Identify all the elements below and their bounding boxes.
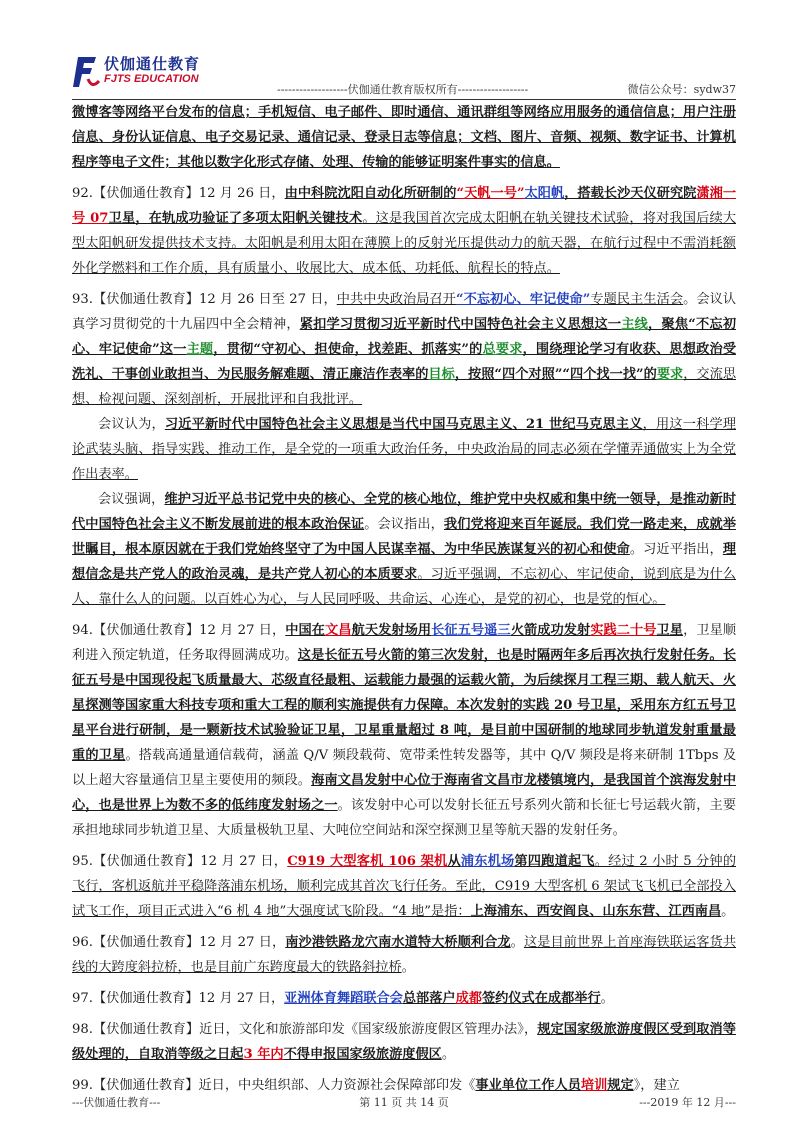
item-92: 92.【伏伽通仕教育】12 月 26 日，由中科院沈阳自动化所研制的“天帆一号”太阳帆，搭载长沙天仪研究院潇湘一号 07卫星，在轨成功验证了多项太阳帆关键技术。这是我国首次完成太阳帆在轨关键技术试验，将对我国后续大型太阳帆研发提供技术支持。太阳帆是利用太阳在薄膜上的反射光压提供动力的航天器，在航行过程中不需消耗额外化学燃料和工作介质，具有质量小、收展比大、成本低、功耗低、航程长的特点。 <box>72 186 737 276</box>
wechat-account: 微信公众号：sydw37 <box>627 83 736 96</box>
page-header <box>72 55 736 99</box>
item-97: 97.【伏伽通仕教育】12 月 27 日，亚洲体育舞蹈联合会总部落户成都签约仪式在成都举行。 <box>72 991 614 1006</box>
copyright-notice: -------------------伏伽通仕教育版权所有------------------- <box>277 83 529 96</box>
item-94: 94.【伏伽通仕教育】12 月 27 日，中国在文昌航天发射场用长征五号遥三火箭成功发射实践二十号卫星，卫星顺利进入预定轨道，任务取得圆满成功。这是长征五号火箭的第三次发射，也是时隔两年多后再次执行发射任务。长征五号是中国现役起飞质量最大、芯级直径最粗、运载能力最强的运载火箭，为后续探月工程三期、载人航天、火星探测等国家重大科技专项和重大工程的顺利实施提供有力保障。本次发射的实践 20 号卫星，采用东方红五号卫星平台进行研制，是一颗新技术试验验证卫星，卫星重量超过 8 吨，是目前中国研制的地球同步轨道发射重量最重的卫星。搭载高通量通信载荷，涵盖 Q/V 频段载荷、宽带柔性转发器等，其中 Q/V 频段是将来研制 1Tbps 及以上超大容量通信卫星主要使用的频段。海南文昌发射中心位于海南省文昌市龙楼镇境内，是我国首个滨海发射中心，也是世界上为数不多的低纬度发射场之一。该发射中心可以发射长征五号系列火箭和长征七号运载火箭，主要承担地球同步轨道卫星、大质量极轨卫星、大吨位空间站和深空探测卫星等航天器的发射任务。 <box>72 623 737 838</box>
document-body <box>72 100 736 1098</box>
logo-english-name: FJTS EDUCATION <box>104 73 199 85</box>
item-93-paragraph-2: 会议认为，习近平新时代中国特色社会主义思想是当代中国马克思主义、21 世纪马克思主义，用这一科学理论武装头脑、指导实践、推动工作，是全党的一项重大政治任务，中央政治局的同志必须在学懂弄通做实上为全党作出表率。 <box>72 417 737 482</box>
item-99: 99.【伏伽通仕教育】近日，中央组织部、人力资源社会保障部印发《事业单位工作人员培训规定》，建立 <box>72 1078 680 1093</box>
item-95: 95.【伏伽通仕教育】12 月 27 日，C919 大型客机 106 架机从浦东机场第四跑道起飞。经过 2 小时 5 分钟的飞行，客机返航并平稳降落浦东机场，顺利完成其首次飞行任务。至此，C919 大型客机 6 架试飞飞机已全部投入试飞工作，项目正式进入“6 机 4 地”大强度试飞阶段。“4 地”是指：上海浦东、西安阎良、山东东营、江西南昌。 <box>72 854 737 919</box>
logo-chinese-name: 伏伽通仕教育 <box>104 55 201 73</box>
item-96: 96.【伏伽通仕教育】12 月 27 日，南沙港铁路龙穴南水道特大桥顺利合龙。这是目前世界上首座海铁联运客货共线的大跨度斜拉桥，也是目前广东跨度最大的铁路斜拉桥。 <box>72 935 737 975</box>
item-98: 98.【伏伽通仕教育】近日，文化和旅游部印发《国家级旅游度假区管理办法》，规定国家级旅游度假区受到取消等级处理的，自取消等级之日起3 年内不得申报国家级旅游度假区。 <box>72 1022 736 1062</box>
intro-paragraph: 微博客等网络平台发布的信息；手机短信、电子邮件、即时通信、通讯群组等网络应用服务的通信信息；用户注册信息、身份认证信息、电子交易记录、通信记录、登录日志等信息；文档、图片、音频、视频、数字证书、计算机程序等电子文件；其他以数字化形式存储、处理、传输的能够证明案件事实的信息。 <box>72 105 737 170</box>
logo <box>72 55 200 91</box>
page-number: 第 11 页 共 14 页 <box>359 1096 449 1109</box>
footer-brand: ---伏伽通仕教育--- <box>72 1096 161 1109</box>
fjts-logo-icon <box>72 55 100 91</box>
item-93-paragraph-3: 会议强调，维护习近平总书记党中央的核心、全党的核心地位，维护党中央权威和集中统一领导，是推动新时代中国特色社会主义不断发展前进的根本政治保证。会议指出，我们党将迎来百年诞辰。我们党一路走来，成就举世瞩目，根本原因就在于我们党始终坚守了为中国人民谋幸福、为中华民族谋复兴的初心和使命。习近平指出，理想信念是共产党人的政治灵魂，是共产党人初心的本质要求。习近平强调，不忘初心、牢记使命，说到底是为什么人、靠什么人的问题。以百姓心为心，与人民同呼吸、共命运、心连心，是党的初心，也是党的恒心。 <box>72 492 737 607</box>
item-93: 93.【伏伽通仕教育】12 月 26 日至 27 日，中共中央政治局召开“不忘初心、牢记使命”专题民主生活会。会议认真学习贯彻党的十九届四中全会精神，紧扣学习贯彻习近平新时代中国特色社会主义思想这一主线，聚焦“不忘初心、牢记使命”这一主题，贯彻“守初心、担使命，找差距、抓落实”的总要求，围绕理论学习有收获、思想政治受洗礼、干事创业敢担当、为民服务解难题、清正廉洁作表率的目标，按照“四个对照”“四个找一找”的要求，交流思想、检视问题、深刻剖析，开展批评和自我批评。 <box>72 292 737 407</box>
footer-date: ---2019 年 12 月--- <box>639 1096 736 1109</box>
